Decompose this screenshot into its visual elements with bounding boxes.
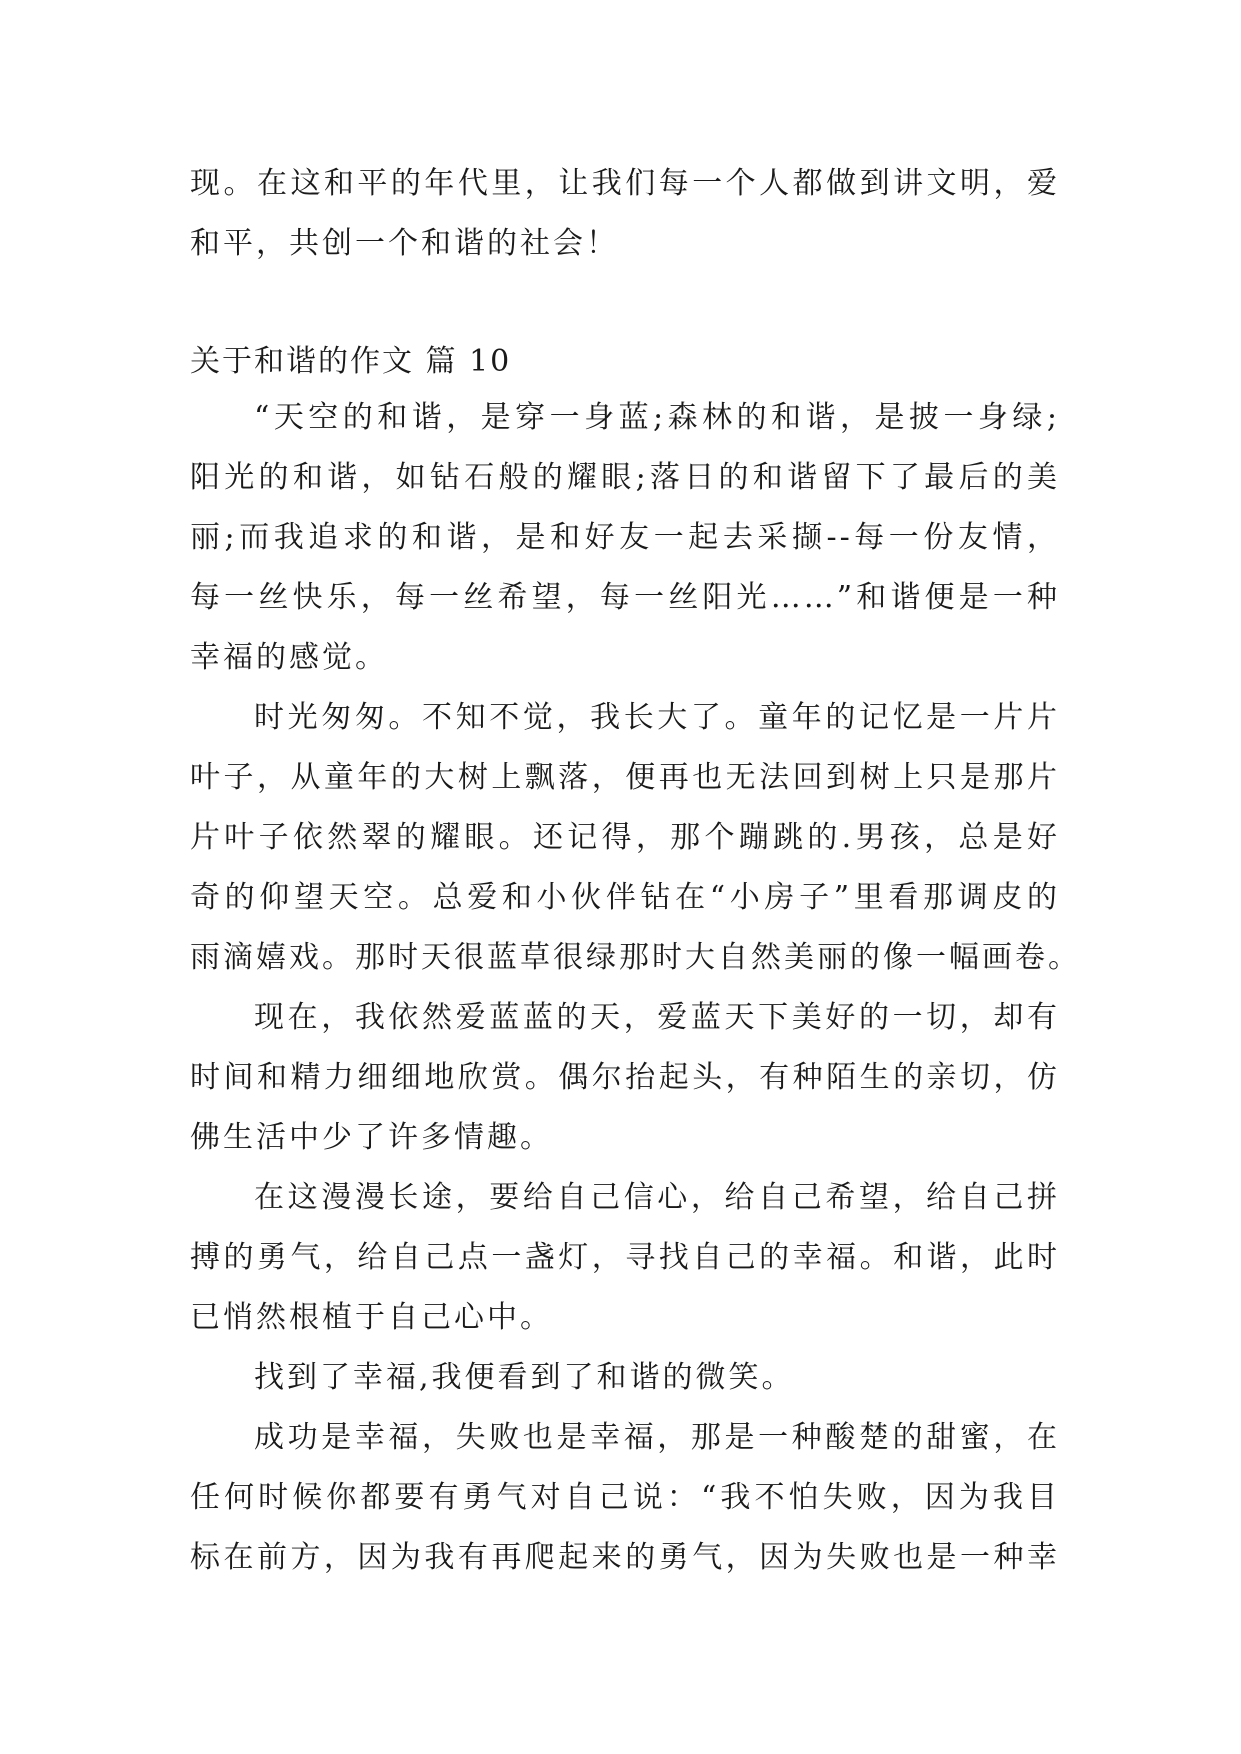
text-line: 任何时候你都要有勇气对自己说：“我不怕失败，因为我目 <box>190 1480 1060 1515</box>
text-line: 找到了幸福,我便看到了和谐的微笑。 <box>254 1360 795 1395</box>
text-line: 丽;而我追求的和谐，是和好友一起去采撷--每一份友情， <box>190 520 1060 555</box>
text-line: 幸福的感觉。 <box>190 640 388 675</box>
text-line: 时间和精力细细地欣赏。偶尔抬起头，有种陌生的亲切，仿 <box>190 1060 1060 1095</box>
text-line: 阳光的和谐，如钻石般的耀眼;落日的和谐留下了最后的美 <box>190 460 1060 495</box>
text-line: 和平，共创一个和谐的社会！ <box>190 226 619 261</box>
text-line: 现。在这和平的年代里，让我们每一个人都做到讲文明，爱 <box>190 166 1060 201</box>
text-line: 现在，我依然爱蓝蓝的天，爱蓝天下美好的一切，却有 <box>254 1000 1060 1035</box>
text-line: 搏的勇气，给自己点一盏灯，寻找自己的幸福。和谐，此时 <box>190 1240 1060 1275</box>
text-line: 成功是幸福，失败也是幸福，那是一种酸楚的甜蜜，在 <box>254 1420 1060 1455</box>
text-line: 标在前方，因为我有再爬起来的勇气，因为失败也是一种幸 <box>190 1540 1060 1575</box>
text-line: 时光匆匆。不知不觉，我长大了。童年的记忆是一片片 <box>254 700 1060 735</box>
text-line: 奇的仰望天空。总爱和小伙伴钻在“小房子”里看那调皮的 <box>190 880 1060 915</box>
text-line: “天空的和谐，是穿一身蓝;森林的和谐，是披一身绿; <box>254 400 1060 435</box>
text-line: 叶子，从童年的大树上飘落，便再也无法回到树上只是那片 <box>190 760 1060 795</box>
section-heading: 关于和谐的作文 篇 10 <box>190 344 512 379</box>
text-line: 已悄然根植于自己心中。 <box>190 1300 553 1335</box>
text-line: 每一丝快乐，每一丝希望，每一丝阳光……”和谐便是一种 <box>190 580 1060 615</box>
text-line: 片叶子依然翠的耀眼。还记得，那个蹦跳的.男孩，总是好 <box>190 820 1060 855</box>
text-line: 佛生活中少了许多情趣。 <box>190 1120 553 1155</box>
text-line: 雨滴嬉戏。那时天很蓝草很绿那时大自然美丽的像一幅画卷。 <box>190 940 1081 975</box>
text-line: 在这漫漫长途，要给自己信心，给自己希望，给自己拼 <box>254 1180 1060 1215</box>
